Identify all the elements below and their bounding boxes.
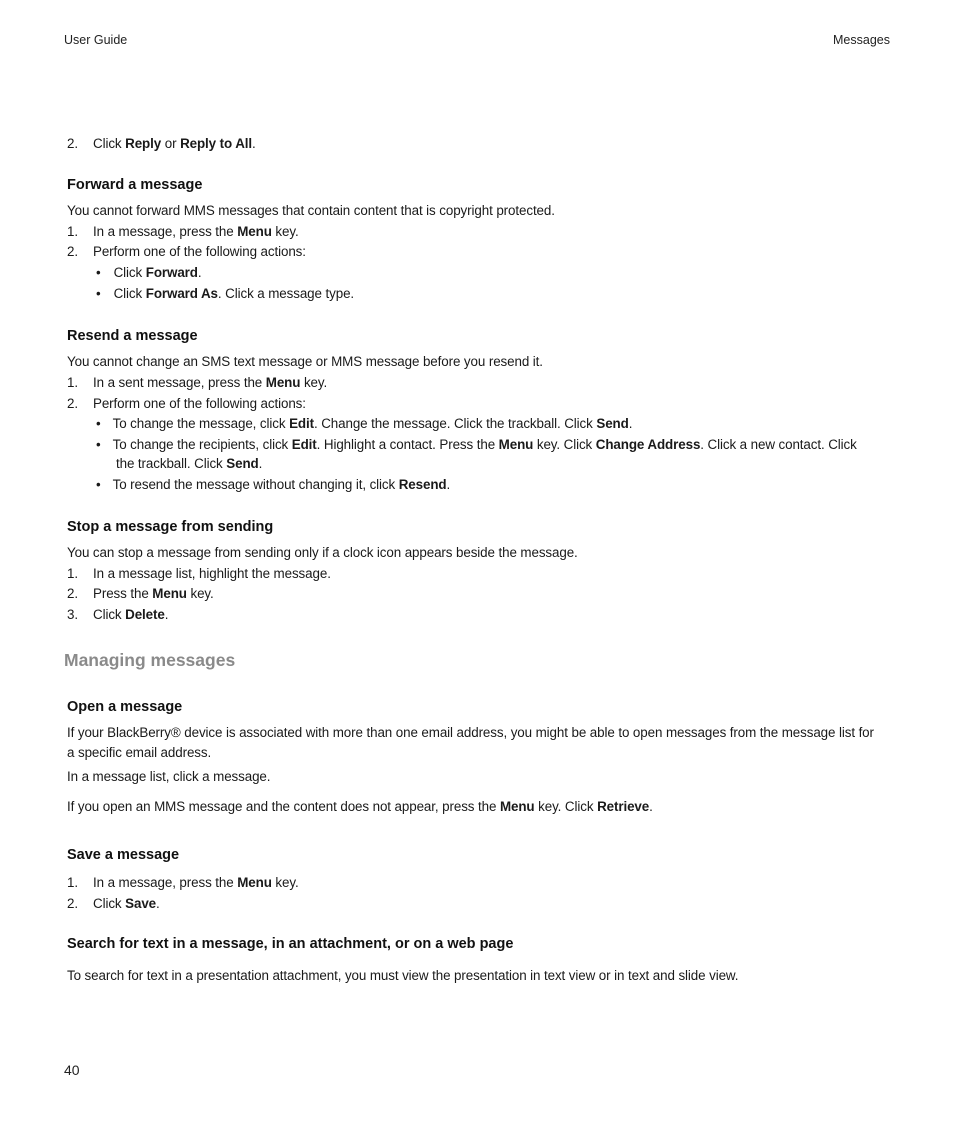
- save-heading: Save a message: [67, 847, 180, 863]
- resend-step-1: 1. In a sent message, press the Menu key.: [67, 375, 328, 390]
- stop-step-1: 1. In a message list, highlight the message.: [67, 566, 331, 581]
- bullet-icon: •: [96, 437, 101, 452]
- resend-bullet-3: • To resend the message without changing it, click Resend.: [96, 477, 451, 492]
- resend-bullet-2: • To change the recipients, click Edit. Highlight a contact. Press the Menu key. Click Change Address. Click a new contact. Click: [96, 437, 857, 452]
- open-paragraph-2: In a message list, click a message.: [67, 769, 271, 784]
- forward-intro: You cannot forward MMS messages that contain content that is copyright protected.: [67, 203, 555, 218]
- forward-bullet-2: • Click Forward As. Click a message type.: [96, 286, 355, 301]
- search-heading: Search for text in a message, in an attachment, or on a web page: [67, 936, 514, 952]
- stop-intro: You can stop a message from sending only if a clock icon appears beside the message.: [67, 545, 578, 560]
- save-step-2: 2. Click Save.: [67, 896, 160, 911]
- search-intro: To search for text in a presentation attachment, you must view the presentation in text view or in text and slide view.: [67, 968, 739, 983]
- forward-step-2: 2. Perform one of the following actions:: [67, 244, 306, 259]
- page-number: 40: [64, 1062, 80, 1078]
- reply-step: 2. Click Reply or Reply to All.: [67, 136, 256, 151]
- resend-intro: You cannot change an SMS text message or MMS message before you resend it.: [67, 354, 543, 369]
- header-right: Messages: [833, 33, 890, 47]
- stop-step-2: 2. Press the Menu key.: [67, 586, 214, 601]
- managing-heading: Managing messages: [64, 650, 236, 670]
- save-step-1: 1. In a message, press the Menu key.: [67, 875, 299, 890]
- bullet-icon: •: [96, 265, 101, 280]
- open-paragraph-3: If you open an MMS message and the content does not appear, press the Menu key. Click Retrieve.: [67, 799, 653, 814]
- stop-heading: Stop a message from sending: [67, 519, 274, 535]
- bullet-icon: •: [96, 477, 101, 492]
- open-intro-line-1: If your BlackBerry® device is associated with more than one email address, you might be able to open messages from the message list for: [67, 725, 874, 740]
- resend-step-2: 2. Perform one of the following actions:: [67, 396, 306, 411]
- bullet-icon: •: [96, 416, 101, 431]
- step-number: 2.: [67, 136, 78, 151]
- header-left: User Guide: [64, 33, 128, 47]
- open-heading: Open a message: [67, 699, 183, 715]
- stop-step-3: 3. Click Delete.: [67, 607, 169, 622]
- forward-bullet-1: • Click Forward.: [96, 265, 202, 280]
- forward-step-1: 1. In a message, press the Menu key.: [67, 224, 299, 239]
- bullet-icon: •: [96, 286, 101, 301]
- forward-heading: Forward a message: [67, 177, 203, 193]
- resend-heading: Resend a message: [67, 328, 198, 344]
- resend-bullet-2-continued: the trackball. Click Send.: [116, 456, 263, 471]
- open-intro-line-2: a specific email address.: [67, 745, 212, 760]
- resend-bullet-1: • To change the message, click Edit. Change the message. Click the trackball. Click Send.: [96, 416, 633, 431]
